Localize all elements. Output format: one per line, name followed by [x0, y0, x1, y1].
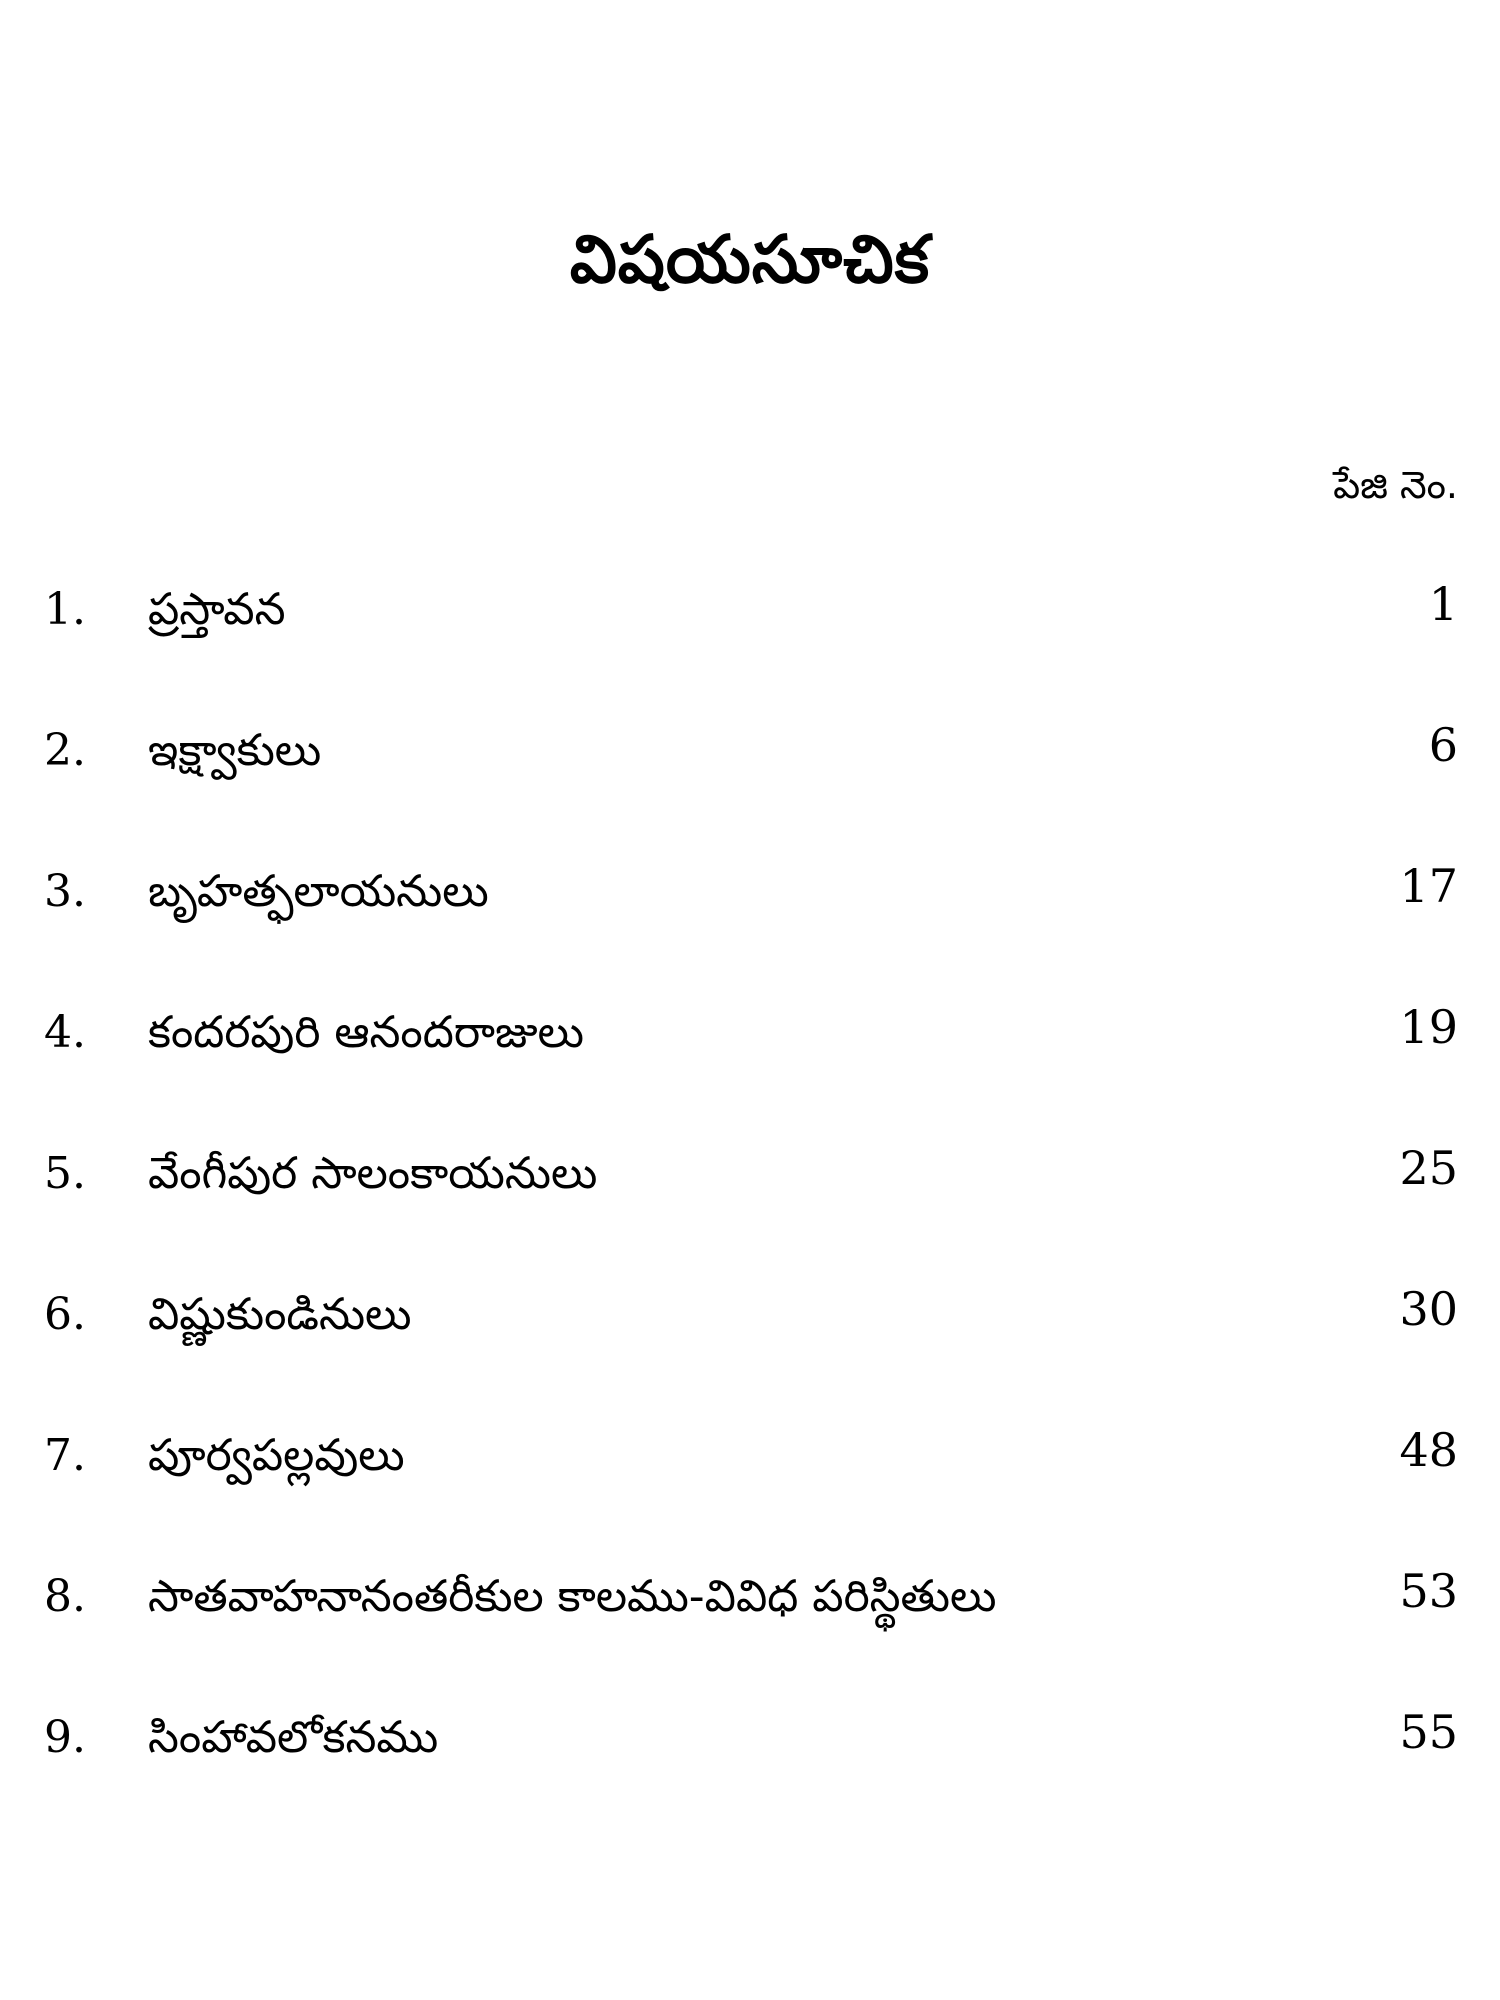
toc-entry-page: 6 — [1428, 718, 1458, 772]
toc-entry — [0, 1547, 1500, 1688]
page-title: విషయసూచిక — [569, 221, 931, 298]
toc-entry-page: 25 — [1399, 1141, 1458, 1195]
toc-entry-number: 7. — [44, 1430, 86, 1481]
toc-entry-number: 3. — [44, 866, 86, 917]
toc-entry — [0, 983, 1500, 1124]
toc-entry-page: 1 — [1428, 577, 1458, 631]
toc-entry-number: 5. — [44, 1148, 86, 1199]
toc-entry-page: 19 — [1399, 1000, 1458, 1054]
toc-entry — [0, 842, 1500, 983]
toc-entry-page: 17 — [1399, 859, 1458, 913]
toc-entry — [0, 1406, 1500, 1547]
toc-entry-page: 48 — [1399, 1423, 1458, 1477]
page-number-column-header: పేజి నెం. — [1333, 463, 1458, 507]
toc-entry-number: 1. — [44, 584, 86, 635]
toc-entry-title: కందరపురి ఆనందరాజులు — [148, 1007, 585, 1058]
toc-entry-title: ప్రస్తావన — [148, 584, 286, 635]
toc-entry-page: 55 — [1399, 1705, 1458, 1759]
toc-entry-number: 8. — [44, 1571, 86, 1622]
toc-entry-title: సింహావలోకనము — [148, 1712, 439, 1763]
toc-entry-title: పూర్వపల్లవులు — [148, 1430, 405, 1481]
toc-entry-title: ఇక్ష్వాకులు — [148, 725, 322, 776]
toc-entry-title: వేంగీపుర సాలంకాయనులు — [148, 1148, 598, 1199]
toc-entry — [0, 1688, 1500, 1829]
toc-entry-title: బృహత్ఫలాయనులు — [148, 866, 489, 917]
toc-entry-number: 4. — [44, 1007, 86, 1058]
toc-entry — [0, 560, 1500, 701]
toc-entry — [0, 1265, 1500, 1406]
toc-entry-page: 53 — [1399, 1564, 1458, 1618]
toc-entry-number: 6. — [44, 1289, 86, 1340]
toc-entry-page: 30 — [1399, 1282, 1458, 1336]
toc-entry-title: విష్ణుకుండినులు — [148, 1289, 412, 1340]
toc-entry-number: 9. — [44, 1712, 86, 1763]
table-of-contents — [0, 560, 1500, 1829]
toc-entry-title: సాతవాహనానంతరీకుల కాలము-వివిధ పరిస్థితులు — [148, 1571, 997, 1622]
toc-entry — [0, 1124, 1500, 1265]
toc-entry — [0, 701, 1500, 842]
toc-entry-number: 2. — [44, 725, 86, 776]
